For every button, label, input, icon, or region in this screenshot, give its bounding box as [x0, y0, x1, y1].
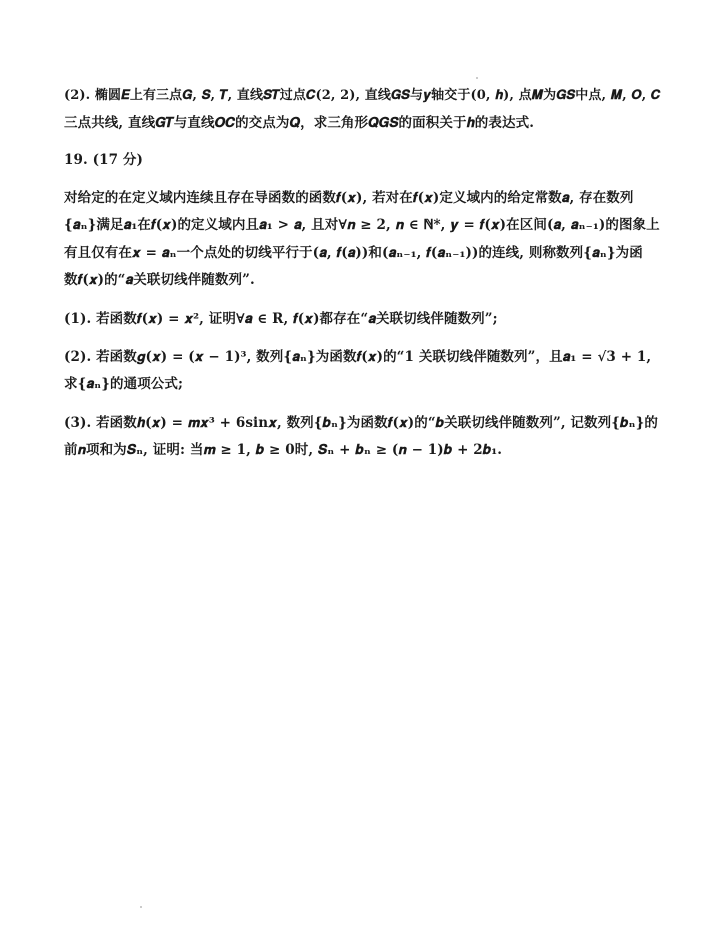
p18-part2-line1: (2). 椭圆𝑬上有三点𝑮, 𝑺, 𝑻, 直线𝑺𝑻过点𝑪(𝟐, 𝟐), 直线𝑮𝑺与𝒚轴交于(𝟎, 𝒉), 点𝑴为𝑮𝑺中点, 𝑴, 𝑶, 𝑪: [64, 88, 661, 103]
p19-heading: 19. (17 分): [64, 152, 143, 168]
p19-intro-line3: 有且仅有在𝒙 = 𝒂ₙ一个点处的切线平行于(𝒂, 𝒇(𝒂))和(𝒂ₙ₋₁, 𝒇(𝒂ₙ₋₁))的连线, 则称数列{𝒂ₙ}为函: [64, 245, 643, 261]
scan-speck: [476, 77, 478, 79]
p19-part2-line2: 求{𝒂ₙ}的通项公式;: [64, 376, 184, 392]
p19-intro-line4: 数𝒇(𝒙)的“𝒂关联切线伴随数列”.: [64, 272, 255, 288]
p18-part2-line2: 三点共线, 直线𝑮𝑻与直线𝑶𝑪的交点为𝑸，求三角形𝑸𝑮𝑺的面积关于𝒉的表达式.: [64, 115, 535, 131]
p19-intro-line1: 对给定的在定义域内连续且存在导函数的函数𝒇(𝒙), 若对在𝒇(𝒙)定义域内的给定常数𝒂, 存在数列: [64, 190, 634, 206]
p19-part3-line1: (3). 若函数𝒉(𝒙) = 𝒎𝒙³ + 𝟔sin𝒙, 数列{𝒃ₙ}为函数𝒇(𝒙)的“𝒃关联切线伴随数列”, 记数列{𝒃ₙ}的: [64, 415, 658, 431]
p19-intro-line2: {𝒂ₙ}满足𝒂₁在𝒇(𝒙)的定义域内且𝒂₁ > 𝒂, 且对∀𝒏 ≥ 𝟐, 𝒏 ∈ ℕ*, 𝒚 = 𝒇(𝒙)在区间(𝒂, 𝒂ₙ₋₁)的图象上: [64, 217, 660, 233]
scan-speck-bottom: [140, 906, 142, 908]
p19-part1: (1). 若函数𝒇(𝒙) = 𝒙², 证明∀𝒂 ∈ R, 𝒇(𝒙)都存在“𝒂关联切线伴随数列”;: [64, 311, 498, 327]
p19-part3-line2: 前𝒏项和为𝑺ₙ, 证明: 当𝒎 ≥ 𝟏, 𝒃 ≥ 𝟎时, 𝑺ₙ + 𝒃ₙ ≥ (𝒏 − 𝟏)𝒃 + 𝟐𝒃₁.: [64, 442, 503, 458]
p19-part2-line1: (2). 若函数𝒈(𝒙) = (𝒙 − 𝟏)³, 数列{𝒂ₙ}为函数𝒇(𝒙)的“1 关联切线伴随数列”，且𝒂₁ = √𝟑 + 𝟏,: [64, 349, 652, 365]
